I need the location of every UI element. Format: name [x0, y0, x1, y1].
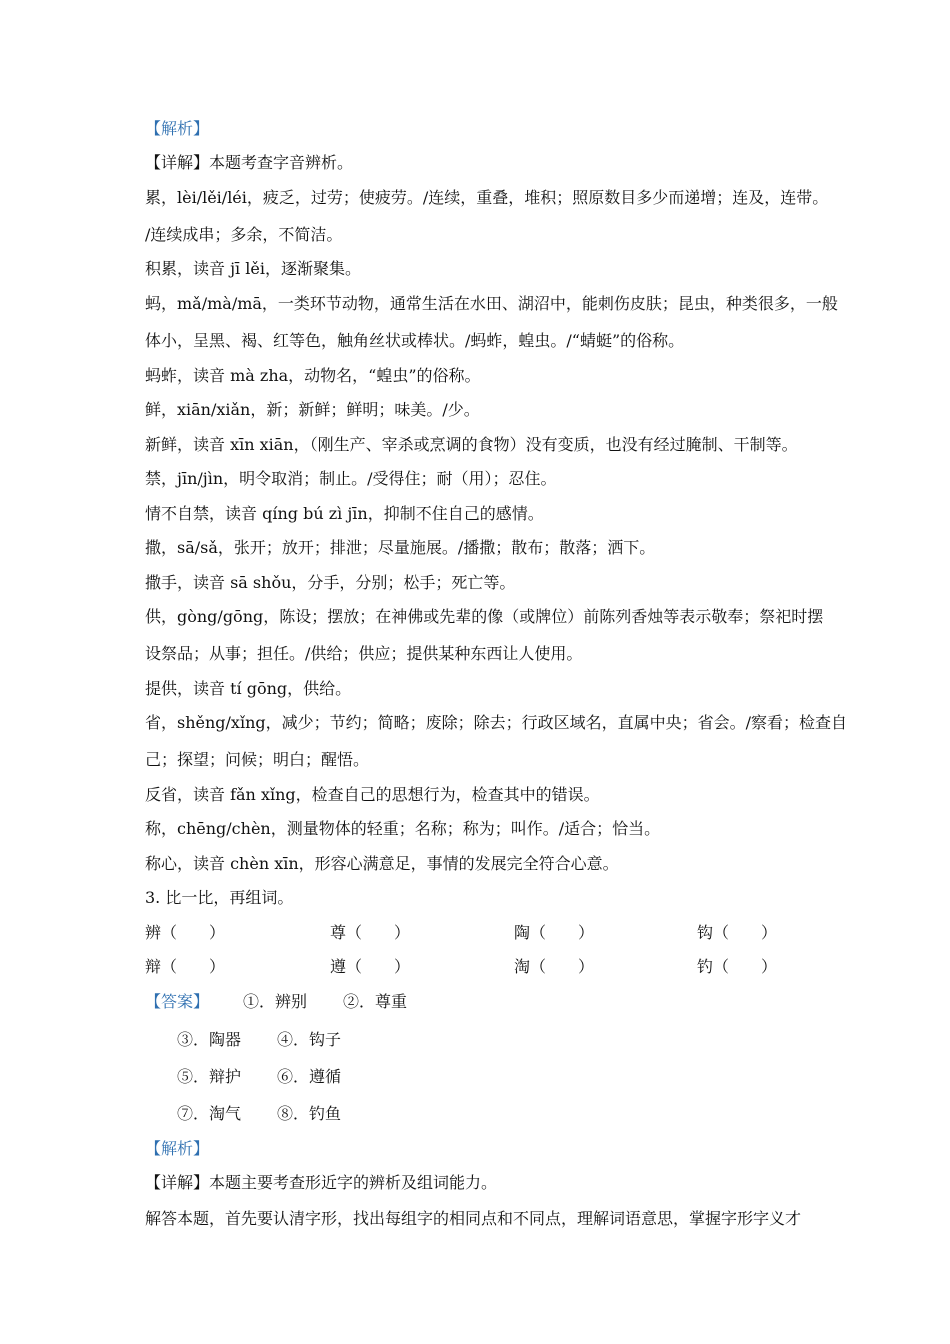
text-line: 设祭品；从事；担任。/供给；供应；提供某种东西让人使用。 [145, 644, 583, 663]
analysis-heading-2: 【解析】 [145, 1139, 210, 1158]
pair-char: 遵（ ） [330, 957, 411, 976]
answer-item: ⑦．淘气 [177, 1104, 242, 1123]
question-3: 3. 比一比，再组词。 [145, 888, 294, 907]
text-line: 省，shěng/xǐng，减少；节约；简略；废除；除去；行政区域名，直属中央；省会。/察看；检查自 [145, 713, 848, 732]
answer-item: ③．陶器 [177, 1030, 242, 1049]
pair-char: 钩（ ） [697, 923, 778, 942]
text-line: 体小，呈黑、褐、红等色，触角丝状或棒状。/蚂蚱，蝗虫。/“蜻蜓”的俗称。 [145, 331, 685, 350]
detail-line-2: 【详解】本题主要考查形近字的辨析及组词能力。 [145, 1173, 498, 1192]
text-line: 称心，读音 chèn xīn，形容心满意足，事情的发展完全符合心意。 [145, 854, 619, 873]
answer-heading: 【答案】 [145, 992, 210, 1011]
answer-item: ①．辨别 [243, 992, 308, 1011]
answer-item: ⑤．辩护 [177, 1067, 242, 1086]
text-line: 撒，sā/sǎ，张开；放开；排泄；尽量施展。/播撒；散布；散落；洒下。 [145, 538, 656, 557]
text-line: 情不自禁，读音 qíng bú zì jīn，抑制不住自己的感情。 [145, 504, 544, 523]
text-line: 累，lèi/lěi/léi，疲乏，过劳；使疲劳。/连续，重叠，堆积；照原数目多少而递增；连及，连带。 [145, 188, 829, 207]
pair-char: 尊（ ） [330, 923, 411, 942]
text-line: 新鲜，读音 xīn xiān，（刚生产、宰杀或烹调的食物）没有变质，也没有经过腌制、干制等。 [145, 435, 798, 454]
answer-item: ④．钩子 [277, 1030, 342, 1049]
text-line: 蚂蚱，读音 mà zha，动物名，“蝗虫”的俗称。 [145, 366, 481, 385]
text-line: /连续成串；多余，不简洁。 [145, 225, 343, 244]
text-line: 解答本题，首先要认清字形，找出每组字的相同点和不同点，理解词语意思，掌握字形字义才 [145, 1209, 802, 1228]
answer-item: ②．尊重 [343, 992, 408, 1011]
pair-char: 淘（ ） [514, 957, 595, 976]
answer-item: ⑧．钓鱼 [277, 1104, 342, 1123]
text-line: 称，chēng/chèn，测量物体的轻重；名称；称为；叫作。/适合；恰当。 [145, 819, 661, 838]
text-line: 己；探望；问候；明白；醒悟。 [145, 750, 370, 769]
text-line: 提供，读音 tí gōng，供给。 [145, 679, 352, 698]
detail-line: 【详解】本题考查字音辨析。 [145, 153, 354, 172]
pair-char: 辨（ ） [145, 923, 226, 942]
text-line: 供，gòng/gōng，陈设；摆放；在神佛或先辈的像（或牌位）前陈列香烛等表示敬奉；祭祀时摆 [145, 607, 824, 626]
text-line: 积累，读音 jī lěi，逐渐聚集。 [145, 259, 361, 278]
text-line: 鲜，xiān/xiǎn，新；新鲜；鲜明；味美。/少。 [145, 400, 480, 419]
analysis-heading: 【解析】 [145, 119, 210, 138]
text-line: 蚂，mǎ/mà/mā，一类环节动物，通常生活在水田、湖沼中，能刺伤皮肤；昆虫，种类很多，一般 [145, 294, 838, 313]
pair-char: 陶（ ） [514, 923, 595, 942]
text-line: 反省，读音 fǎn xǐng，检查自己的思想行为，检查其中的错误。 [145, 785, 600, 804]
pair-char: 辩（ ） [145, 957, 226, 976]
answer-item: ⑥．遵循 [277, 1067, 342, 1086]
text-line: 禁，jīn/jìn，明令取消；制止。/受得住；耐（用）；忍住。 [145, 469, 557, 488]
text-line: 撒手，读音 sā shǒu，分手，分别；松手；死亡等。 [145, 573, 516, 592]
pair-char: 钓（ ） [697, 957, 778, 976]
